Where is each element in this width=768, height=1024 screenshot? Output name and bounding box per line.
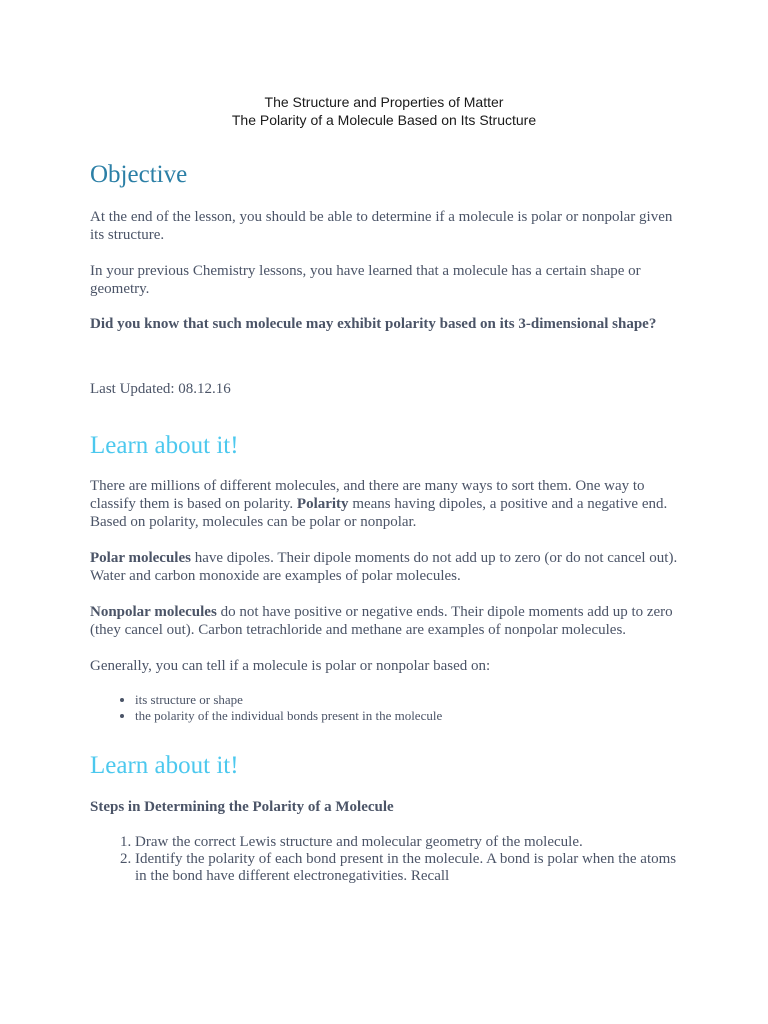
learn-paragraph-1 (90, 477, 680, 531)
document-body (90, 160, 680, 885)
list-item: • its structure or shape (135, 692, 680, 708)
list-item: 1. Draw the correct Lewis structure and molecular geometry of the molecule. (135, 834, 680, 851)
learn-paragraph-2 (90, 549, 680, 585)
polarity-term: Polarity (296, 496, 349, 512)
list-item: 2. Identify the polarity of each bond present in the molecule. A bond is polar when the atoms in the bond have different electronegativities. Recall (135, 851, 680, 885)
header-subtitle: The Polarity of a Molecule Based on Its Structure (231, 112, 537, 128)
polarity-criteria-list (90, 692, 680, 724)
header-title: The Structure and Properties of Matter (264, 94, 504, 110)
last-updated: Last Updated: 08.12.16 (90, 381, 231, 397)
document-header (0, 93, 768, 129)
polar-molecules-term: Polar molecules (90, 550, 191, 566)
objective-paragraph-1: At the end of the lesson, you should be able to determine if a molecule is polar or nonpolar given its structure. (90, 209, 673, 243)
learn-p1-text-a: There are millions of different molecules, and there are many ways to sort them. One way to classify them is based on polarity. (90, 478, 645, 512)
objective-question: Did you know that such molecule may exhibit polarity based on its 3-dimensional shape? (90, 316, 657, 332)
learn-paragraph-4: Generally, you can tell if a molecule is polar or nonpolar based on: (90, 658, 491, 674)
learn-heading-2: Learn about it! (90, 752, 239, 779)
nonpolar-molecules-term: Nonpolar molecules (90, 604, 217, 620)
learn-p3-text: do not have positive or negative ends. Their dipole moments add up to zero (they cancel out). Carbon tetrachloride and methane are examples of nonpolar molecules. (90, 604, 673, 638)
objective-heading: Objective (90, 161, 188, 188)
list-item: • the polarity of the individual bonds present in the molecule (135, 708, 680, 724)
learn-paragraph-3 (90, 603, 680, 639)
learn-heading-1: Learn about it! (90, 432, 239, 459)
steps-list (90, 834, 680, 885)
objective-paragraph-2: In your previous Chemistry lessons, you have learned that a molecule has a certain shape or geometry. (90, 263, 641, 297)
learn-p1-text-b: means having dipoles, a positive and a negative end. Based on polarity, molecules can be polar or nonpolar. (90, 496, 668, 530)
learn-p2-text: have dipoles. Their dipole moments do not add up to zero (or do not cancel out). Water and carbon monoxide are examples of polar molecules. (90, 550, 678, 584)
steps-subheading: Steps in Determining the Polarity of a Molecule (90, 799, 394, 815)
